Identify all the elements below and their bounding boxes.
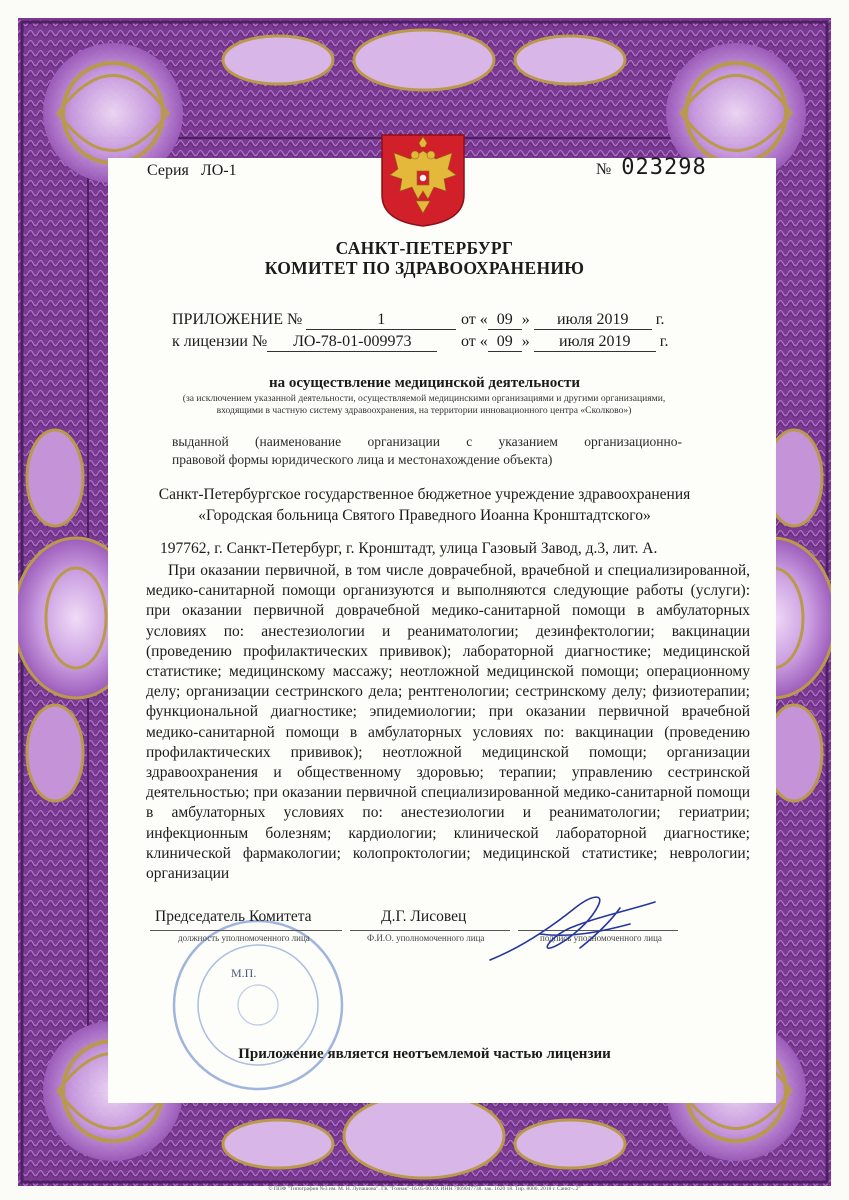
purpose-note: (за исключением указанной деятельности, осуществляемой медицинскими организациями и другими организациями, входящими в частную систему здравоохранения, на территории инновационного центра «Сколково») bbox=[182, 393, 666, 416]
printer-imprint: © ППФ "Типография №3 им. М. Н. Лупашова". ГК "Гознак"-16.05-00.19. ИНН 7809047738. зак. 1620 18. Тир. 8000. 2018 г. Санкт-..2" bbox=[268, 1186, 581, 1192]
series bbox=[147, 162, 237, 180]
organization-line-1: Санкт-Петербургское государственное бюджетное учреждение здравоохранения bbox=[158, 486, 691, 503]
appendix-number: 1 bbox=[306, 311, 456, 330]
organization-address: 197762, г. Санкт-Петербург, г. Кронштадт, улица Газовый Завод, д.3, лит. А. bbox=[160, 540, 658, 557]
top-medallions bbox=[223, 30, 625, 90]
purpose-title: на осуществление медицинской деятельности bbox=[269, 375, 580, 391]
issued-caption bbox=[172, 433, 682, 469]
appendix-footer-note: Приложение является неотъемлемой частью лицензии bbox=[238, 1046, 611, 1062]
handwritten-signature bbox=[480, 888, 670, 968]
signatory-name: Д.Г. Лисовец bbox=[381, 908, 467, 925]
form-number bbox=[596, 155, 707, 180]
committee-title: КОМИТЕТ ПО ЗДРАВООХРАНЕНИЮ bbox=[264, 258, 585, 278]
license-day: 09 bbox=[488, 333, 522, 352]
appendix-quote: » bbox=[521, 311, 530, 328]
series-value: ЛО-1 bbox=[200, 162, 237, 179]
stamp-mark: М.П. bbox=[231, 966, 257, 980]
appendix-from: от « bbox=[461, 311, 488, 328]
services-text bbox=[146, 561, 750, 884]
license-number: ЛО-78-01-009973 bbox=[267, 333, 437, 352]
appendix-year-suffix: г. bbox=[655, 311, 665, 328]
appendix-day: 09 bbox=[488, 311, 522, 330]
caption-signature: подпись уполномоченного лица bbox=[540, 933, 662, 943]
license-label: к лицензии № bbox=[172, 333, 268, 350]
coat-of-arms-icon bbox=[380, 133, 466, 228]
signatory-position: Председатель Комитета bbox=[155, 908, 312, 925]
license-date bbox=[461, 333, 669, 352]
caption-position: должность уполномоченного лица bbox=[178, 933, 310, 943]
license-year-suffix: г. bbox=[659, 333, 669, 350]
issued-line-2: правовой формы юридического лица и местонахождение объекта) bbox=[172, 452, 553, 467]
appendix-date bbox=[461, 311, 665, 330]
organization-name bbox=[0, 484, 849, 526]
appendix-label: ПРИЛОЖЕНИЕ № bbox=[172, 311, 303, 328]
caption-name: Ф.И.О. уполномоченного лица bbox=[367, 933, 485, 943]
license-line bbox=[172, 333, 437, 352]
license-quote: » bbox=[521, 333, 530, 350]
services-paragraph: При оказании первичной, в том числе доврачебной, врачебной и специализированной, медико-санитарной помощи организуются и выполняются следующие работы (услуги): при оказании первичной доврачебной медико-санитарной помощи в амбулаторных условиях по: анестезиологии и реаниматологии; дезинфектологии; вакцинации (проведению профилактических прививок); лабораторной диагностике; медицинской статистике; медицинскому массажу; неотложной медицинской помощи; операционному делу; организации сестринского дела; рентгенологии; сестринскому делу; физиотерапии; функциональной диагностике; эпидемиологии; при оказании первичной врачебной медико-санитарной помощи в амбулаторных условиях по: вакцинации (проведению профилактических прививок); неотложной медицинской помощи; организации здравоохранения и общественному здоровью; терапии; управлению сестринской деятельностью; при оказании первичной специализированной медико-санитарной помощи в амбулаторных условиях по: анестезиологии и реаниматологии; гериатрии; инфекционным болезням; кардиологии; клинической лабораторной диагностике; клинической фармакологии; колопроктологии; медицинской статистике; неврологии; организации bbox=[146, 562, 750, 883]
series-label: Серия bbox=[147, 162, 189, 179]
number-label: № bbox=[596, 161, 612, 178]
organization-line-2: «Городская больница Святого Праведного Иоанна Кронштадтского» bbox=[198, 507, 651, 524]
license-from: от « bbox=[461, 333, 488, 350]
city-title: САНКТ-ПЕТЕРБУРГ bbox=[335, 238, 514, 258]
issued-line-1: выданной (наименование организации с указанием организационно- bbox=[172, 434, 682, 449]
position-line bbox=[150, 930, 342, 931]
appendix-month-year: июля 2019 bbox=[534, 311, 652, 330]
license-month-year: июля 2019 bbox=[534, 333, 656, 352]
appendix-line bbox=[172, 311, 456, 330]
number-value: 023298 bbox=[621, 155, 707, 180]
